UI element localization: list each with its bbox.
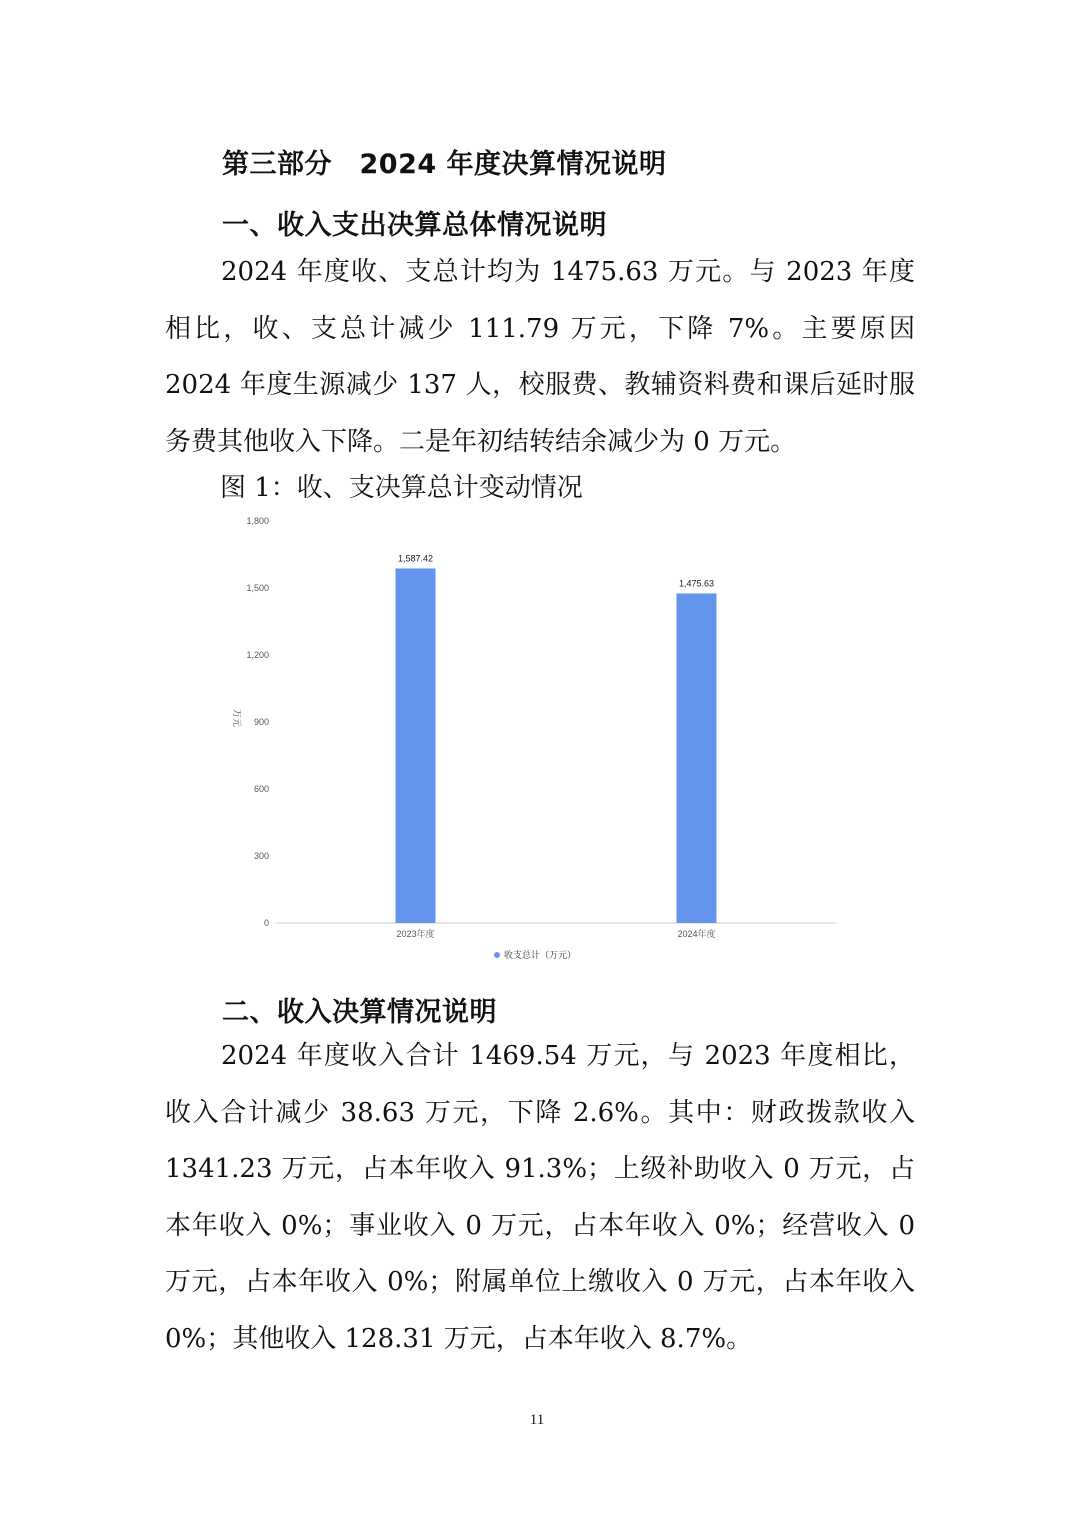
- section2-body: 2024 年度收入合计 1469.54 万元，与 2023 年度相比，收入合计减少 38.63 万元，下降 2.6%。其中：财政拨款收入 1341.23 万元，占本年收入 91.3%；上级补助收入 0 万元，占本年收入 0%；事业收入 0 万元，占本年收入 0%；经营收入 0 万元，占本年收入 0%；附属单位上缴收入 0 万元，占本年收入 0%；其他收入 128.31 万元，占本年收入 8.7%。: [165, 1041, 915, 1354]
- y-tick-label: 300: [253, 851, 269, 861]
- y-tick-label: 900: [253, 717, 269, 727]
- bar-value-label: 1,475.63: [678, 578, 715, 589]
- y-tick-label: 0: [263, 918, 269, 928]
- page-number: 11: [529, 1412, 545, 1428]
- legend-swatch: [494, 952, 500, 958]
- figure-caption: 图 1：收、支决算总计变动情况: [220, 473, 583, 503]
- section1-paragraph: [165, 244, 915, 470]
- x-tick-label: 2024年度: [677, 929, 716, 939]
- section1-body: 2024 年度收、支总计均为 1475.63 万元。与 2023 年度相比，收、支总计减少 111.79 万元，下降 7%。主要原因 2024 年度生源减少 137 人，校服费、教辅资料费和课后延时服务费其他收入下降。二是年初结转结余减少为 0 万元。: [165, 257, 915, 457]
- section2-heading: 二、收入决算情况说明: [222, 997, 497, 1028]
- bar-chart: [215, 505, 855, 970]
- bar-2023年度: [396, 568, 436, 923]
- x-axis-ticks: [396, 928, 715, 939]
- y-tick-label: 600: [253, 784, 269, 794]
- x-tick-label: 2023年度: [396, 929, 435, 939]
- y-axis-label: 万元: [232, 708, 242, 728]
- bars: [396, 553, 717, 923]
- y-axis: [246, 516, 269, 928]
- y-tick-label: 1,200: [246, 650, 269, 660]
- section2-paragraph: [165, 1028, 915, 1367]
- part-title: 第三部分 2024 年度决算情况说明: [222, 149, 667, 180]
- section1-heading: 一、收入支出决算总体情况说明: [222, 210, 607, 241]
- y-tick-label: 1,500: [246, 583, 269, 593]
- bar-value-label: 1,587.42: [397, 553, 434, 564]
- y-tick-label: 1,800: [246, 516, 269, 526]
- legend: [494, 949, 576, 960]
- legend-label: 收支总计（万元）: [504, 950, 577, 960]
- bar-2024年度: [677, 593, 717, 923]
